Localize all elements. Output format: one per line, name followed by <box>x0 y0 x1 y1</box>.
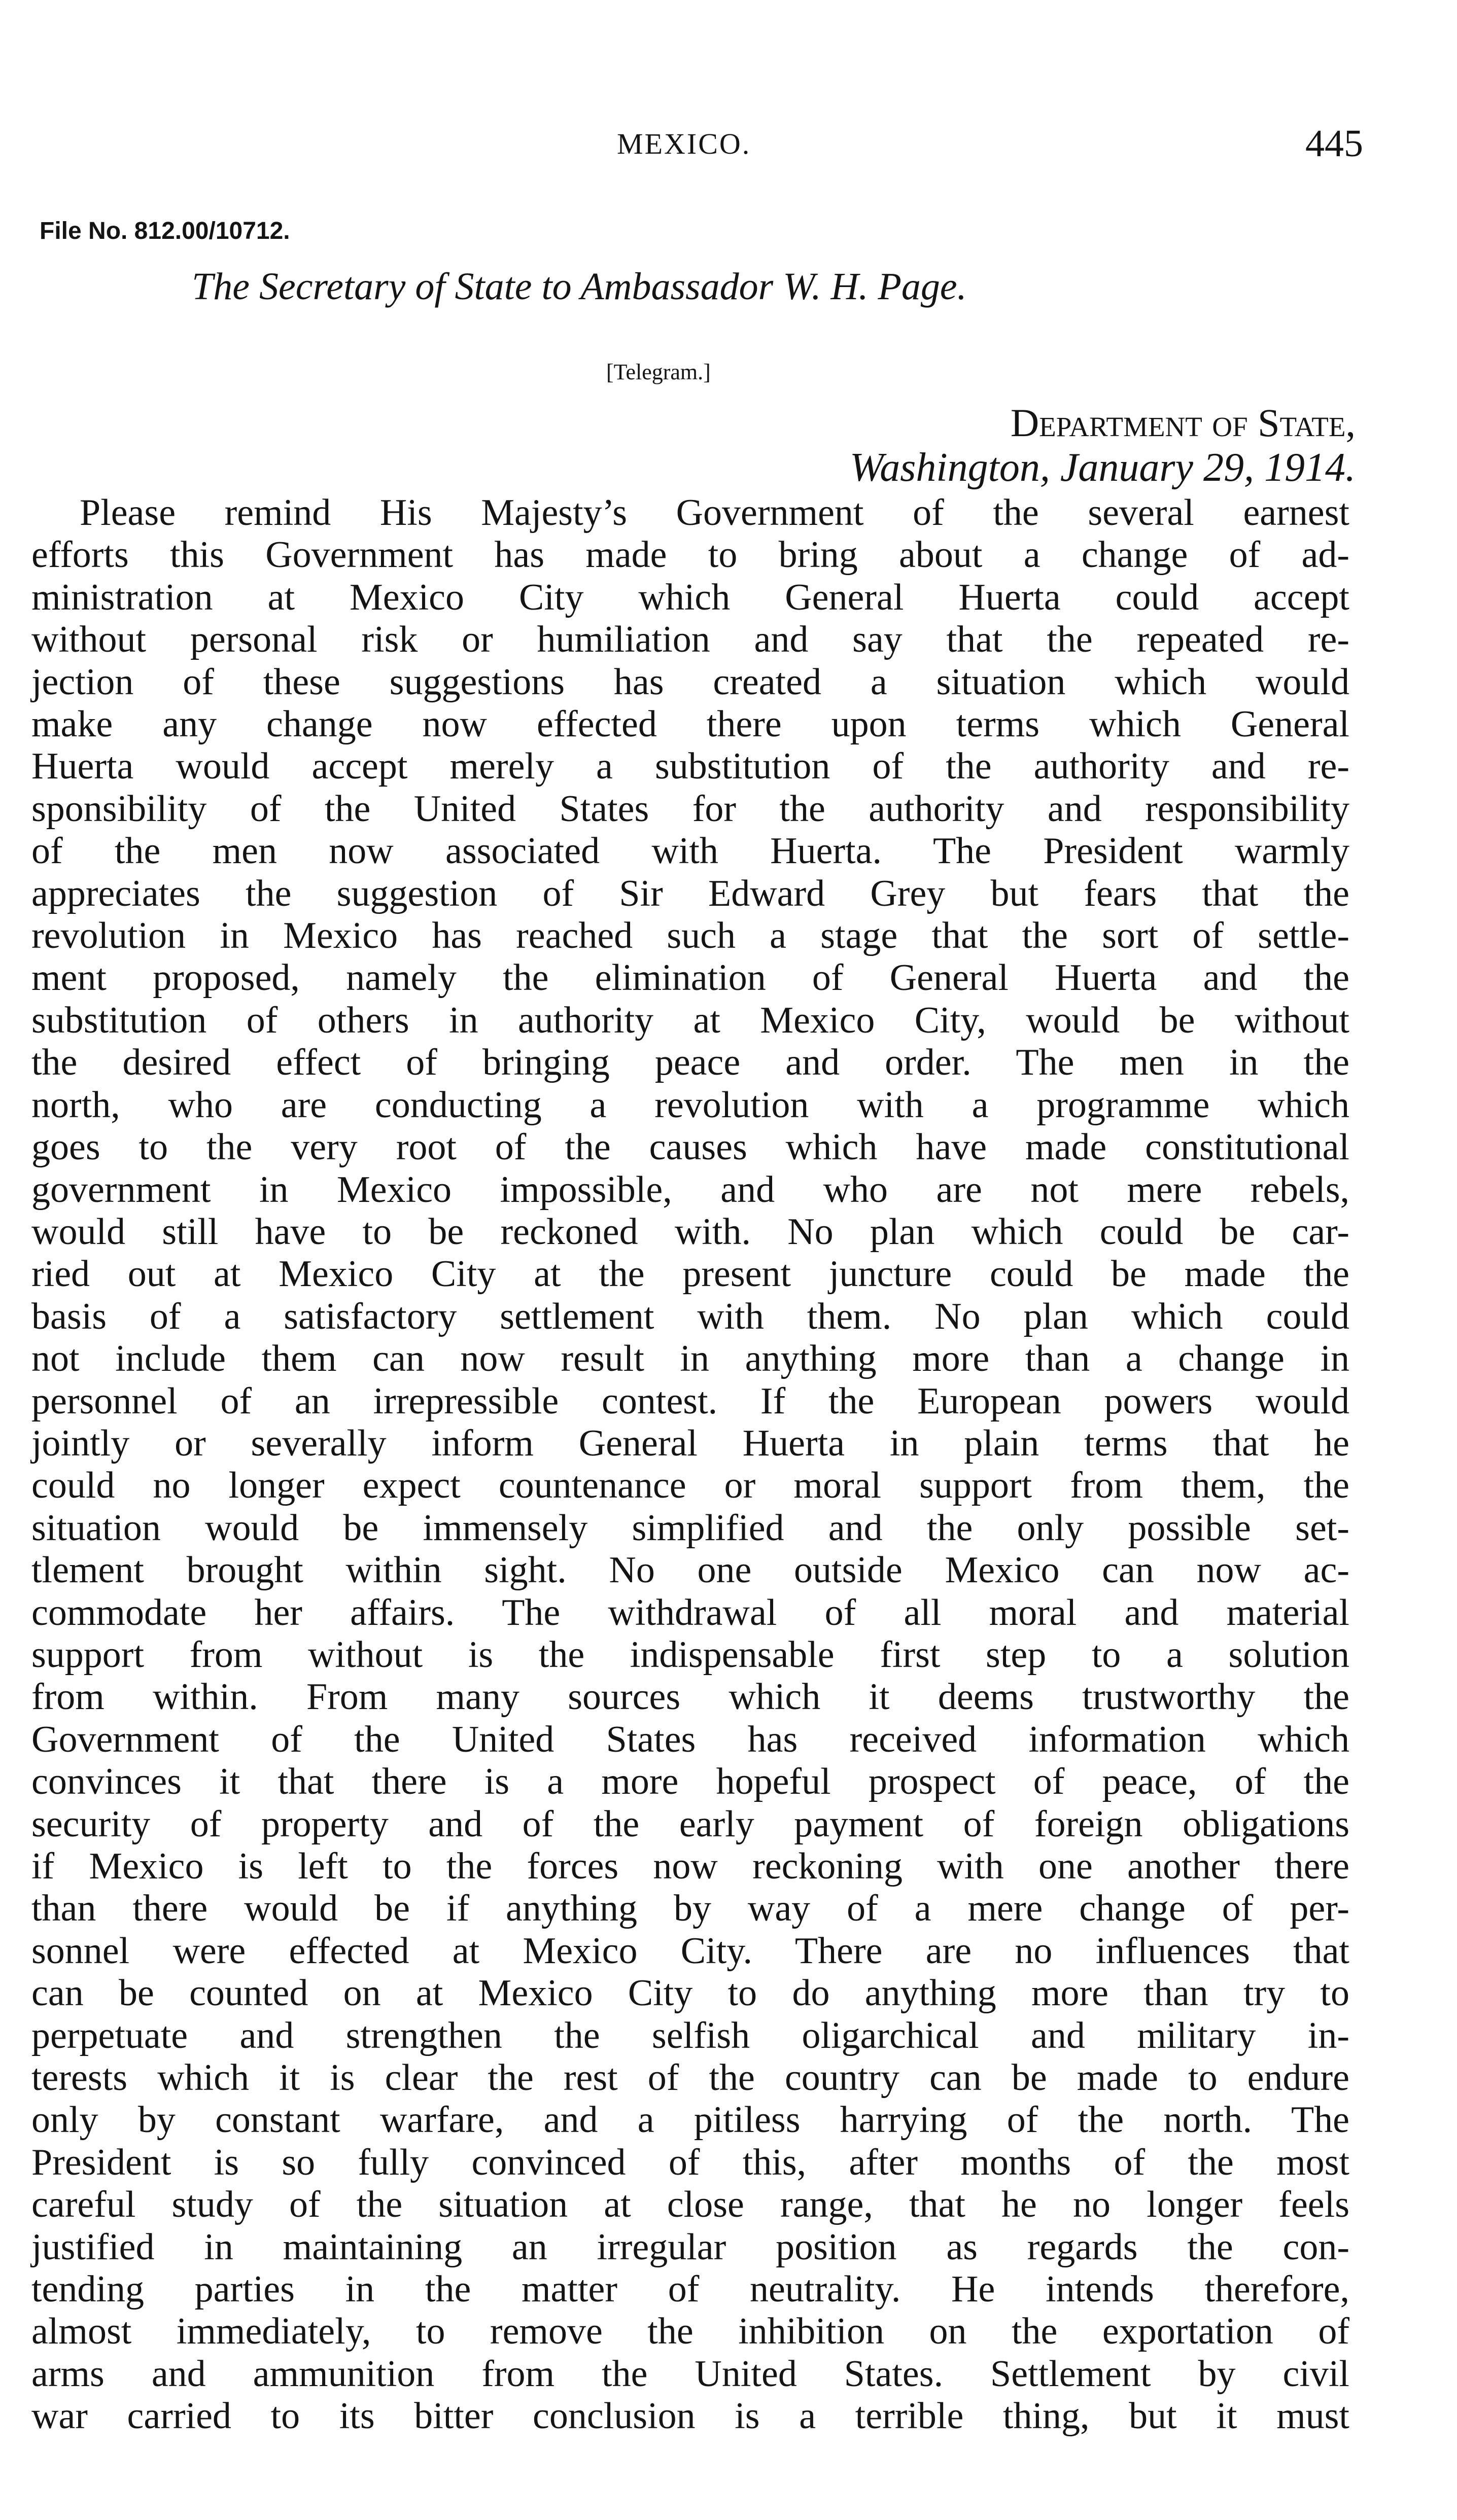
body-line: basis of a satisfactory settlement with them. No plan which could <box>31 1295 1349 1337</box>
body-line: can be counted on at Mexico City to do anything more than try to <box>31 1972 1349 2014</box>
dateline <box>850 401 1356 490</box>
department-line: Department of State, <box>1010 401 1356 445</box>
telegram-body <box>31 492 1349 2438</box>
body-line: from within. From many sources which it deems trustworthy the <box>31 1676 1349 1718</box>
body-line: arms and ammunition from the United States. Settlement by civil <box>31 2353 1349 2395</box>
body-line: situation would be immensely simplified and the only possible set- <box>31 1507 1349 1549</box>
running-head: MEXICO. <box>617 127 751 160</box>
body-line: almost immediately, to remove the inhibition on the exportation of <box>31 2311 1349 2353</box>
place-date-line: Washington, January 29, 1914. <box>849 445 1356 490</box>
body-line: government in Mexico impossible, and who are not mere rebels, <box>31 1168 1349 1211</box>
body-line: appreciates the suggestion of Sir Edward Grey but fears that the <box>31 872 1349 914</box>
body-line: perpetuate and strengthen the selfish oligarchical and military in- <box>31 2014 1349 2056</box>
body-line: than there would be if anything by way of a mere change of per- <box>31 1888 1349 1930</box>
document-title: The Secretary of State to Ambassador W. H. Page. <box>192 265 967 308</box>
body-line: efforts this Government has made to bring about a change of ad- <box>31 534 1349 576</box>
page-number: 445 <box>1305 122 1363 165</box>
body-line: Huerta would accept merely a substitution of the authority and re- <box>31 746 1349 788</box>
body-line: substitution of others in authority at Mexico City, would be without <box>31 999 1349 1041</box>
body-line: war carried to its bitter conclusion is a terrible thing, but it must <box>31 2395 1349 2437</box>
body-line: make any change now effected there upon terms which General <box>31 703 1349 746</box>
body-line: north, who are conducting a revolution with a programme which <box>31 1084 1349 1126</box>
body-line: justified in maintaining an irregular position as regards the con- <box>31 2226 1349 2268</box>
body-line: not include them can now result in anything more than a change in <box>31 1338 1349 1380</box>
body-line: Government of the United States has received information which <box>31 1718 1349 1760</box>
body-line: commodate her affairs. The withdrawal of all moral and material <box>31 1591 1349 1634</box>
body-line: ministration at Mexico City which General Huerta could accept <box>31 576 1349 618</box>
body-line: President is so fully convinced of this, after months of the most <box>31 2141 1349 2183</box>
body-line: support from without is the indispensable first step to a solution <box>31 1634 1349 1676</box>
body-line: revolution in Mexico has reached such a stage that the sort of settle- <box>31 915 1349 957</box>
body-line: goes to the very root of the causes which have made constitutional <box>31 1126 1349 1168</box>
body-line: ment proposed, namely the elimination of General Huerta and the <box>31 957 1349 999</box>
file-number: File No. 812.00/10712. <box>40 218 290 244</box>
body-line: without personal risk or humiliation and say that the repeated re- <box>31 619 1349 661</box>
body-line: tlement brought within sight. No one outside Mexico can now ac- <box>31 1549 1349 1591</box>
body-line: would still have to be reckoned with. No plan which could be car- <box>31 1211 1349 1253</box>
body-line: jointly or severally inform General Huerta in plain terms that he <box>31 1422 1349 1464</box>
body-line: convinces it that there is a more hopeful prospect of peace, of the <box>31 1761 1349 1803</box>
body-line: could no longer expect countenance or moral support from them, the <box>31 1465 1349 1507</box>
body-line: ried out at Mexico City at the present juncture could be made the <box>31 1253 1349 1295</box>
body-line: careful study of the situation at close range, that he no longer feels <box>31 2184 1349 2226</box>
body-line: the desired effect of bringing peace and order. The men in the <box>31 1042 1349 1084</box>
body-line: of the men now associated with Huerta. The President warmly <box>31 830 1349 872</box>
body-line: sonnel were effected at Mexico City. There are no influences that <box>31 1930 1349 1972</box>
body-line: jection of these suggestions has created a situation which would <box>31 661 1349 703</box>
body-line: if Mexico is left to the forces now reckoning with one another there <box>31 1845 1349 1887</box>
body-line: terests which it is clear the rest of the country can be made to endure <box>31 2057 1349 2099</box>
body-line: personnel of an irrepressible contest. If the European powers would <box>31 1380 1349 1422</box>
body-line: security of property and of the early payment of foreign obligations <box>31 1803 1349 1845</box>
body-line: tending parties in the matter of neutrality. He intends therefore, <box>31 2268 1349 2311</box>
body-line: only by constant warfare, and a pitiless harrying of the north. The <box>31 2099 1349 2141</box>
document-type: [Telegram.] <box>606 360 711 384</box>
body-line: Please remind His Majesty’s Government of the several earnest <box>80 492 1349 534</box>
body-line: sponsibility of the United States for the authority and responsibility <box>31 788 1349 830</box>
